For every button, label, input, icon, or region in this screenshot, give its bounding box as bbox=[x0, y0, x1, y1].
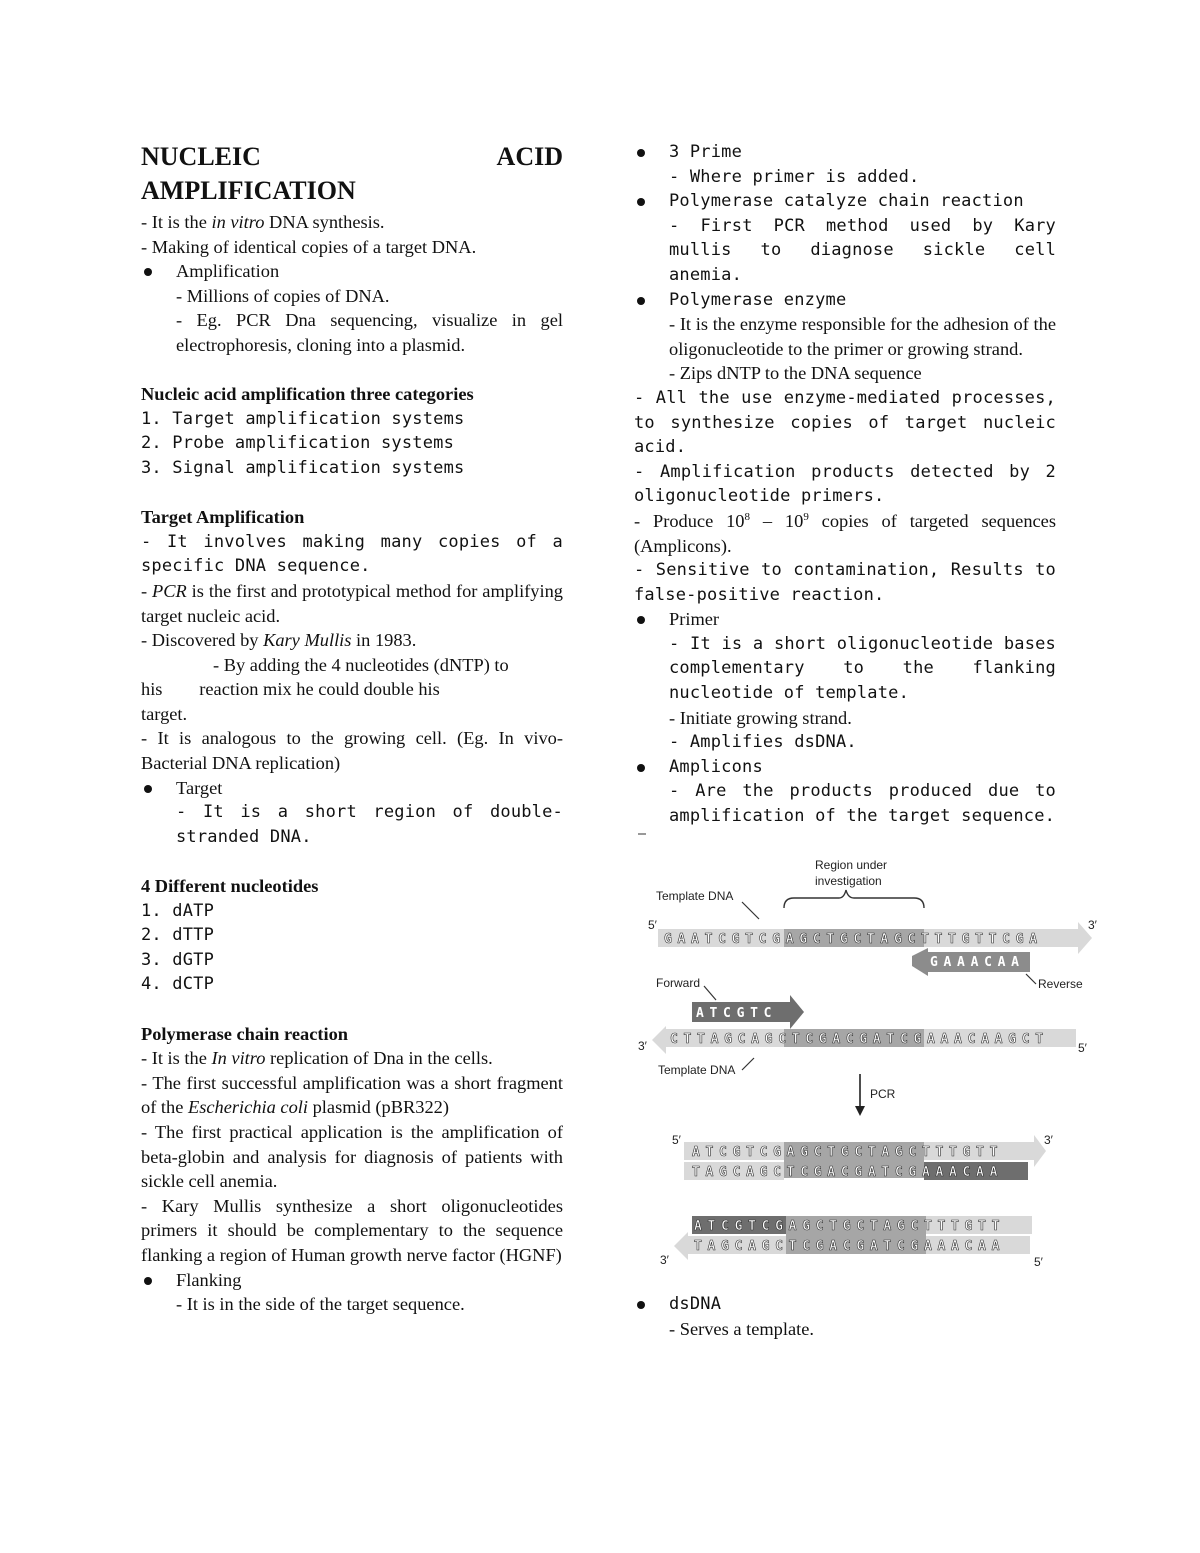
pcr-diagram bbox=[634, 852, 1097, 1282]
categories-heading: Nucleic acid amplification three categories bbox=[141, 384, 474, 405]
category-item: 2. Probe amplification systems bbox=[141, 433, 455, 454]
intro-line-2: - Making of identical copies of a target DNA. bbox=[141, 236, 477, 257]
nucleotide-item: 1. dATP bbox=[141, 900, 215, 921]
right-para-3: - Produce $10^8 - 10^9$ copies of targeted sequences (Amplicons). bbox=[634, 510, 1056, 556]
pcr-heading: Polymerase chain reaction bbox=[141, 1023, 349, 1044]
target-amp-line-5: his reaction mix he could double his bbox=[141, 679, 440, 700]
page-title-line2: AMPLIFICATION bbox=[141, 176, 356, 205]
nucleotide-item: 4. dCTP bbox=[141, 974, 215, 995]
dsdna-definition: - Serves a template. bbox=[669, 1318, 815, 1339]
title-word-acid: ACID bbox=[496, 142, 563, 171]
bullet-amplicons: Amplicons bbox=[634, 755, 1056, 780]
left-column bbox=[141, 140, 563, 1317]
right-para-2: - Amplification products detected by 2 oligonucleotide primers. bbox=[634, 461, 1056, 507]
sequence-forward-primer: ATCGTC bbox=[696, 1006, 778, 1021]
target-amp-line-4: - By adding the 4 nucleotides (dNTP) to bbox=[213, 654, 509, 675]
stray-mark bbox=[638, 833, 646, 835]
pcr-line-4: - Kary Mullis synthesize a short oligonucleotides primers it should be complementary to the sequence flanking a region of Human growth nerve factor (HGNF) bbox=[141, 1195, 563, 1265]
right-para-4: - Sensitive to contamination, Results to false-positive reaction. bbox=[634, 560, 1056, 605]
primer-definition-3: - Amplifies dsDNA. bbox=[669, 732, 857, 753]
bullet-target: Target bbox=[141, 776, 563, 801]
target-amp-line-3: - Discovered by Kary Mullis in 1983. bbox=[141, 630, 417, 651]
right-para-1: - All the use enzyme-mediated processes, to synthesize copies of target nucleic acid. bbox=[634, 387, 1056, 458]
label-5-prime: 5′ bbox=[648, 918, 657, 932]
primer-definition-2: - Initiate growing strand. bbox=[669, 707, 852, 728]
product-2-bottom: TAGCAGCTCGACGATCGAAACAA bbox=[694, 1239, 1006, 1254]
product-1-bottom: TAGCAGCTCGACGATCGAAACAA bbox=[692, 1165, 1004, 1180]
enzyme-definition-2: - Zips dNTP to the DNA sequence bbox=[669, 363, 922, 384]
sequence-bottom: CTTAGCAGCTCGACGATCGAAACAAGCT bbox=[670, 1032, 1049, 1047]
pcr-line-1: - It is the In vitro replication of Dna in the cells. bbox=[141, 1048, 493, 1069]
3-prime-definition: - Where primer is added. bbox=[669, 166, 920, 187]
bullet-flanking: Flanking bbox=[141, 1268, 563, 1293]
nucleotide-item: 2. dTTP bbox=[141, 925, 215, 946]
amplicons-definition: - Are the products produced due to amplification of the target sequence. bbox=[669, 781, 1056, 827]
flanking-definition: - It is in the side of the target sequence. bbox=[176, 1294, 465, 1315]
amplification-line-1: - Millions of copies of DNA. bbox=[176, 285, 390, 306]
reverse-label: Reverse bbox=[1038, 977, 1083, 991]
product-2-top: ATCGTCGAGCTGCTAGCTTTGTT bbox=[694, 1219, 1006, 1234]
product-1-top: ATCGTCGAGCTGCTAGCTTTGTT bbox=[692, 1145, 1004, 1160]
label-5-prime: 5′ bbox=[1078, 1041, 1087, 1055]
label-3-prime: 3′ bbox=[1044, 1133, 1053, 1147]
label-3-prime: 3′ bbox=[1088, 918, 1097, 932]
pcr-label: PCR bbox=[870, 1087, 896, 1101]
bullet-amplification: Amplification bbox=[141, 259, 563, 284]
category-item: 3. Signal amplification systems bbox=[141, 457, 465, 478]
target-amplification-heading: Target Amplification bbox=[141, 507, 305, 528]
page-title-line1 bbox=[141, 140, 563, 174]
category-item: 1. Target amplification systems bbox=[141, 408, 465, 429]
target-amp-line-2: - PCR is the first and prototypical method for amplifying target nucleic acid. bbox=[141, 580, 563, 626]
intro-line-1: - It is the in vitro DNA synthesis. bbox=[141, 212, 385, 232]
target-definition: - It is a short region of double-stranded DNA. bbox=[176, 802, 563, 847]
right-column bbox=[634, 140, 1056, 829]
template-dna-top-label: Template DNA bbox=[656, 889, 734, 903]
nucleotides-heading: 4 Different nucleotides bbox=[141, 876, 319, 897]
label-3-prime: 3′ bbox=[660, 1253, 669, 1267]
bullet-3-prime: 3 Prime bbox=[634, 140, 1056, 165]
amplification-line-2: - Eg. PCR Dna sequencing, visualize in gel electrophoresis, cloning into a plasmid. bbox=[176, 310, 563, 355]
bullet-primer: Primer bbox=[634, 607, 1056, 632]
region-label-2: investigation bbox=[815, 874, 882, 888]
nucleotide-item: 3. dGTP bbox=[141, 949, 215, 970]
region-label-1: Region under bbox=[815, 858, 888, 872]
pcr-line-2: - The first successful amplification was a short fragment of the Escherichia coli plasmid (pBR322) bbox=[141, 1072, 563, 1118]
enzyme-definition-1: - It is the enzyme responsible for the adhesion of the oligonucleotide to the primer or growing strand. bbox=[669, 314, 1056, 359]
target-amp-line-1: - It involves making many copies of a specific DNA sequence. bbox=[141, 531, 563, 577]
bullet-polymerase-enzyme: Polymerase enzyme bbox=[634, 288, 1056, 313]
primer-definition-1: - It is a short oligonucleotide bases complementary to the flanking nucleotide of template. bbox=[669, 633, 1056, 704]
label-5-prime: 5′ bbox=[1034, 1255, 1043, 1269]
region-brace bbox=[784, 890, 924, 908]
label-3-prime: 3′ bbox=[638, 1039, 647, 1053]
template-dna-bottom-label: Template DNA bbox=[658, 1063, 736, 1077]
title-word-nucleic: NUCLEIC bbox=[141, 142, 261, 171]
sequence-reverse-primer: GAAACAA bbox=[930, 955, 1025, 970]
bullet-polymerase-chain: Polymerase catalyze chain reaction bbox=[634, 189, 1056, 214]
polymerase-chain-definition: - First PCR method used by Kary mullis to diagnose sickle cell anemia. bbox=[669, 215, 1056, 285]
forward-label: Forward bbox=[656, 976, 701, 990]
label-5-prime: 5′ bbox=[672, 1133, 681, 1147]
target-amp-line-6: target. bbox=[141, 703, 188, 724]
pcr-line-3: - The first practical application is the amplification of beta-globin and analysis for diagnosis of patients with sickle cell anemia. bbox=[141, 1121, 563, 1192]
right-column-bottom bbox=[634, 1292, 1056, 1341]
target-amp-line-7: - It is analogous to the growing cell. (Eg. In vivo- Bacterial DNA replication) bbox=[141, 728, 563, 774]
bullet-dsdna: dsDNA bbox=[634, 1292, 1056, 1317]
sequence-top: GAATCGTCGAGCTGCTAGCTTTGTTCGA bbox=[664, 932, 1043, 947]
